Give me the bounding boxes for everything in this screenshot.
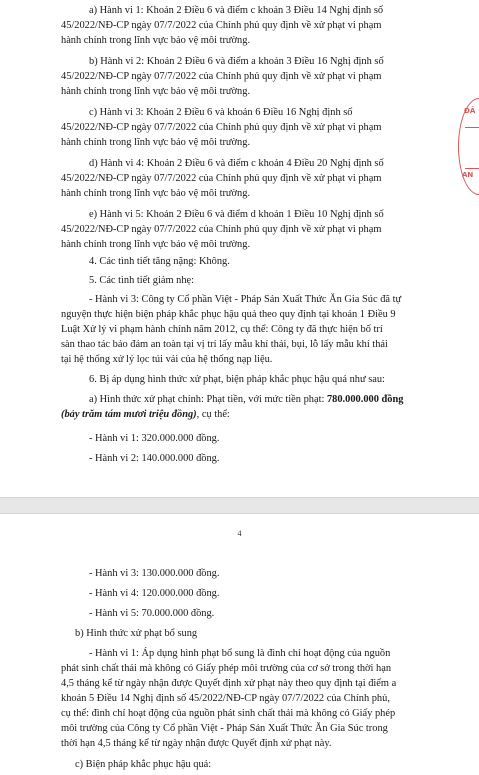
text-line: 4. Các tình tiết tăng nặng: Không. bbox=[89, 256, 230, 267]
text-line bbox=[61, 407, 230, 422]
text-line: tại hệ thống xử lý lọc túi vải của hệ thống nạp liệu. bbox=[61, 354, 273, 365]
text-line: thời hạn 4,5 tháng kể từ ngày nhận được Quyết định xử phạt này. bbox=[61, 738, 332, 749]
text-line: b) Hành vi 2: Khoản 2 Điều 6 và điểm a khoản 3 Điều 16 Nghị định số bbox=[89, 56, 384, 67]
text-line: a) Hành vi 1: Khoản 2 Điều 6 và điểm c khoản 3 Điều 14 Nghị định số bbox=[89, 5, 384, 16]
text-line: khoản 5 Điều 14 Nghị định số 45/2022/NĐ-CP ngày 07/7/2022 của Chính phủ, bbox=[61, 693, 390, 704]
text-line: hành chính trong lĩnh vực bảo vệ môi trường. bbox=[61, 86, 251, 97]
text-line: 5. Các tình tiết giảm nhẹ: bbox=[89, 275, 195, 286]
text-line: 45/2022/NĐ-CP ngày 07/7/2022 của Chính phủ quy định về xử phạt vi phạm bbox=[61, 71, 382, 82]
text-line: sàn thao tác bảo đảm an toàn tại vị trí lấy mẫu khí thải, bụi, lỗ lấy mẫu khí thải bbox=[61, 339, 388, 350]
text-line: 6. Bị áp dụng hình thức xử phạt, biện pháp khắc phục hậu quả như sau: bbox=[89, 374, 385, 385]
text-line: c) Biện pháp khắc phục hậu quả: bbox=[75, 759, 212, 770]
text-line: hành chính trong lĩnh vực bảo vệ môi trường. bbox=[61, 188, 251, 199]
red-seal-stamp: ĐÃ AN bbox=[458, 98, 479, 195]
text-line: phát sinh chất thải mà không có Giấy phép môi trường của cơ sở trong thời hạn bbox=[61, 663, 392, 674]
text-line: Luật Xử lý vi phạm hành chính năm 2012, cụ thể: Công ty đã thực hiện bố trí bbox=[61, 324, 383, 335]
text-line: d) Hành vi 4: Khoản 2 Điều 6 và điểm c khoản 4 Điều 20 Nghị định số bbox=[89, 158, 384, 169]
text-line: 4,5 tháng kể từ ngày nhận được Quyết định xử phạt này theo quy định tại điểm a bbox=[61, 678, 397, 689]
page-number: 4 bbox=[237, 529, 242, 538]
text-line: - Hành vi 3: 130.000.000 đồng. bbox=[89, 568, 220, 579]
text-line bbox=[89, 392, 403, 407]
text-line: cụ thể: đình chỉ hoạt động của nguồn phát sinh chất thải mà không có Giấy phép bbox=[61, 708, 396, 719]
text-line: - Hành vi 3: Công ty Cổ phần Việt - Pháp Sản Xuất Thức Ăn Gia Súc đã tự bbox=[89, 294, 402, 305]
text-line: môi trường của Công ty Cổ phần Việt - Pháp Sản Xuất Thức Ăn Gia Súc trong bbox=[61, 723, 388, 734]
text-line: hành chính trong lĩnh vực bảo vệ môi trường. bbox=[61, 239, 251, 250]
text-line: 45/2022/NĐ-CP ngày 07/7/2022 của Chính phủ quy định về xử phạt vi phạm bbox=[61, 122, 382, 133]
text-line: 45/2022/NĐ-CP ngày 07/7/2022 của Chính phủ quy định về xử phạt vi phạm bbox=[61, 224, 382, 235]
text-line: 45/2022/NĐ-CP ngày 07/7/2022 của Chính phủ quy định về xử phạt vi phạm bbox=[61, 20, 382, 31]
text-line: - Hành vi 1: Áp dụng hình phạt bổ sung là đình chỉ hoạt động của nguồn bbox=[89, 648, 391, 659]
text-line: - Hành vi 1: 320.000.000 đồng. bbox=[89, 433, 220, 444]
text-line: b) Hình thức xử phạt bổ sung bbox=[75, 628, 198, 639]
main-penalty-text: a) Hình thức xử phạt chính: Phạt tiền, với mức tiền phạt: bbox=[89, 394, 327, 405]
text-line: nguyện thực hiện biện pháp khắc phục hậu quả theo quy định tại khoản 1 Điều 9 bbox=[61, 309, 396, 320]
text-line: - Hành vi 4: 120.000.000 đồng. bbox=[89, 588, 220, 599]
penalty-amount: 780.000.000 đồng bbox=[326, 394, 404, 405]
main-penalty-tail: , cụ thể: bbox=[196, 409, 230, 420]
text-line: hành chính trong lĩnh vực bảo vệ môi trường. bbox=[61, 137, 251, 148]
page-separator bbox=[0, 497, 479, 514]
text-line: hành chính trong lĩnh vực bảo vệ môi trường. bbox=[61, 35, 251, 46]
text-line: e) Hành vi 5: Khoản 2 Điều 6 và điểm d khoản 1 Điều 10 Nghị định số bbox=[89, 209, 384, 220]
text-line: - Hành vi 2: 140.000.000 đồng. bbox=[89, 453, 220, 464]
text-line: 45/2022/NĐ-CP ngày 07/7/2022 của Chính phủ quy định về xử phạt vi phạm bbox=[61, 173, 382, 184]
penalty-amount-words: (bảy trăm tám mươi triệu đồng) bbox=[61, 409, 197, 420]
text-line: c) Hành vi 3: Khoản 2 Điều 6 và khoản 6 Điều 16 Nghị định số bbox=[89, 107, 353, 118]
text-line: - Hành vi 5: 70.000.000 đồng. bbox=[89, 608, 215, 619]
